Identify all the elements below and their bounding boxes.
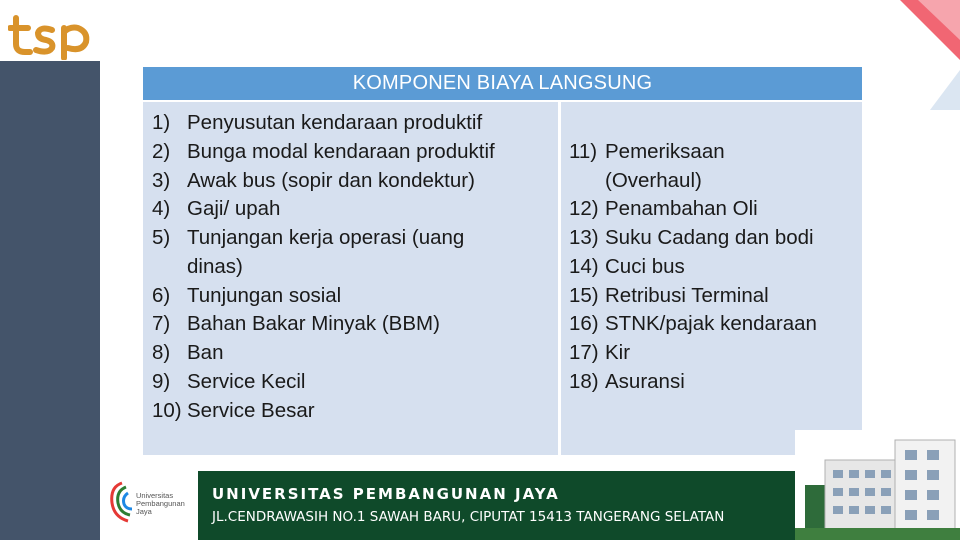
university-emblem-icon xyxy=(106,477,140,527)
cost-components-table xyxy=(143,67,862,455)
left-side-panel xyxy=(0,61,100,540)
corner-decoration xyxy=(900,0,960,115)
tsp-logo xyxy=(8,14,92,65)
table-header xyxy=(143,67,862,102)
university-name: UNIVERSITAS PEMBANGUNAN JAYA xyxy=(212,485,560,503)
table-header-title: KOMPONEN BIAYA LANGSUNG xyxy=(352,72,653,94)
left-column: 1) Penyusutan kendaraan produktif 2) Bunga modal kendaraan produktif 3) Awak bus (sopir dan kondektur) 4) Gaji/ upah 5) Tunjangan kerja operasi (uang dinas) 6) Tunjungan sosial 7) Bahan Bakar Minyak (BBM) 8) Ban 9) Service Kecil 10) Service Besar xyxy=(143,102,559,455)
university-logo-text: Universitas Pembangunan Jaya xyxy=(136,491,185,516)
right-column: 11) Pemeriksaan (Overhaul) 12) Penambahan Oli 13) Suku Cadang dan bodi 14) Cuci bus 15) Retribusi Terminal 16) STNK/pajak kendaraan 17) Kir 18) Asuransi xyxy=(561,102,862,455)
footer-banner xyxy=(198,471,795,540)
university-address: JL.CENDRAWASIH NO.1 SAWAH BARU, CIPUTAT 15413 TANGERANG SELATAN xyxy=(212,509,725,525)
university-logo xyxy=(104,471,198,540)
building-image xyxy=(795,430,960,540)
